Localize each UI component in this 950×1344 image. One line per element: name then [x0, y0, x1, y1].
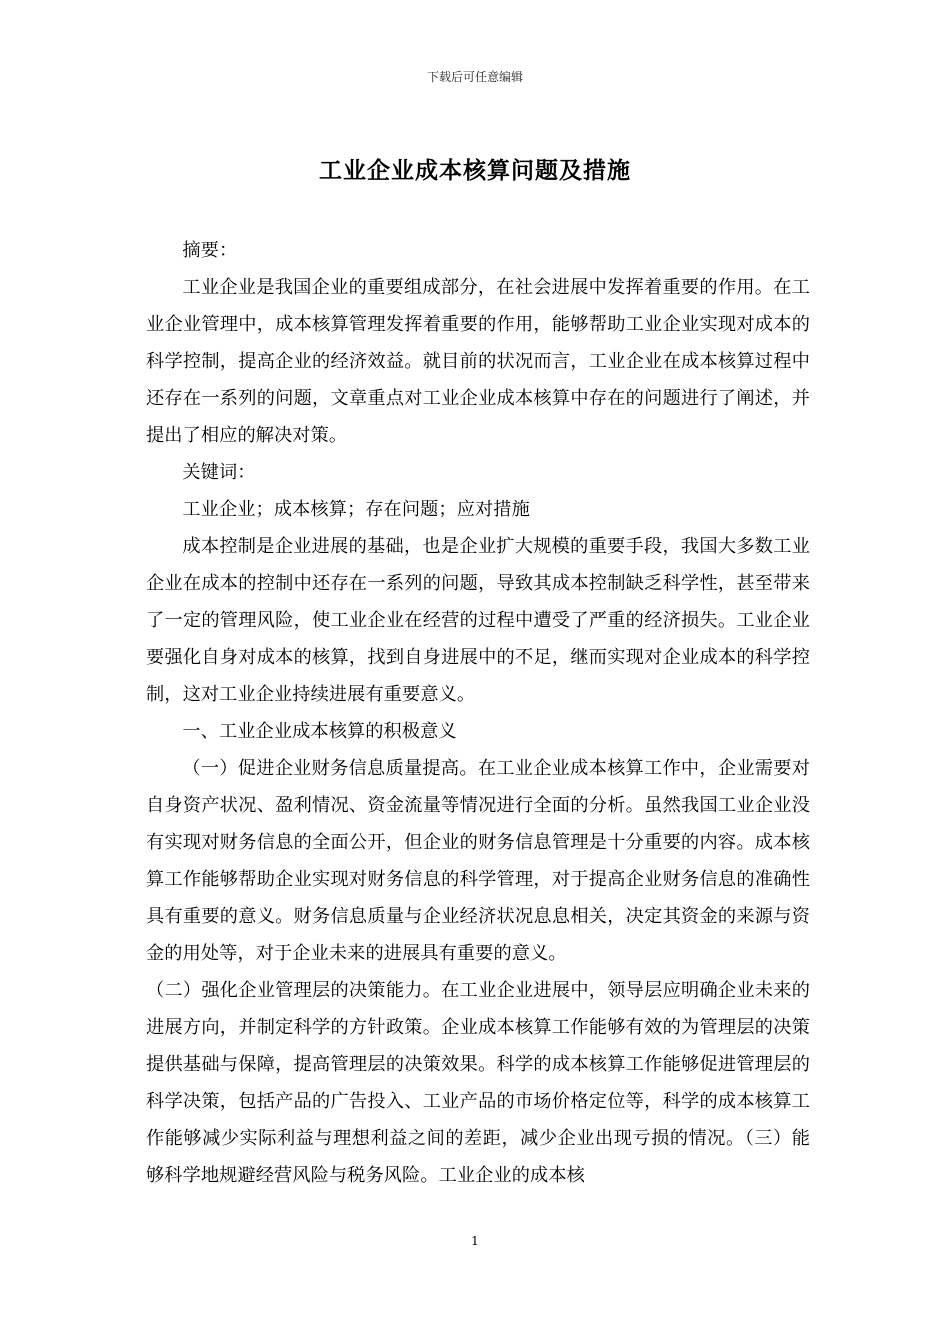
- intro-paragraph: 成本控制是企业进展的基础，也是企业扩大规模的重要手段，我国大多数工业企业在成本的控制中还存在一系列的问题，导致其成本控制缺乏科学性，甚至带来了一定的管理风险，使工业企业在经营的过程中遭受了严重的经济损失。工业企业要强化自身对成本的核算，找到自身进展中的不足，继而实现对企业成本的科学控制，这对工业企业持续进展有重要意义。: [146, 536, 810, 705]
- document-title: 工业企业成本核算问题及措施: [319, 157, 631, 184]
- document-body: [146, 232, 810, 1194]
- section-1-paragraph-2: （二）强化企业管理层的决策能力。在工业企业进展中，领导层应明确企业未来的进展方向，并制定科学的方针政策。企业成本核算工作能够有效的为管理层的决策提供基础与保障，提高管理层的决策效果。科学的成本核算工作能够促进管理层的科学决策，包括产品的广告投入、工业产品的市场价格定位等，科学的成本核算工作能够减少实际利益与理想利益之间的差距，减少企业出现亏损的情况。（三）能够科学地规避经营风险与税务风险。工业企业的成本核: [146, 980, 810, 1186]
- keywords-label: 关键词：: [182, 462, 256, 483]
- page-number: 1: [471, 1234, 479, 1248]
- section-heading-1: 一、工业企业成本核算的积极意义: [182, 721, 457, 742]
- section-1-paragraph-1: （一）促进企业财务信息质量提高。在工业企业成本核算工作中，企业需要对自身资产状况、盈利情况、资金流量等情况进行全面的分析。虽然我国工业企业没有实现对财务信息的全面公开，但企业的财务信息管理是十分重要的内容。成本核算工作能够帮助企业实现对财务信息的科学管理，对于提高企业财务信息的准确性具有重要的意义。财务信息质量与企业经济状况息息相关，决定其资金的来源与资金的用处等，对于企业未来的进展具有重要的意义。: [146, 758, 810, 964]
- keywords-list: 工业企业；成本核算；存在问题；应对措施: [182, 499, 530, 520]
- page-header-note: 下载后可任意编辑: [426, 70, 523, 84]
- abstract-label: 摘要：: [182, 240, 238, 261]
- abstract-paragraph: 工业企业是我国企业的重要组成部分，在社会进展中发挥着重要的作用。在工业企业管理中，成本核算管理发挥着重要的作用，能够帮助工业企业实现对成本的科学控制，提高企业的经济效益。就目前的状况而言，工业企业在成本核算过程中还存在一系列的问题，文章重点对工业企业成本核算中存在的问题进行了阐述，并提出了相应的解决对策。: [146, 277, 810, 446]
